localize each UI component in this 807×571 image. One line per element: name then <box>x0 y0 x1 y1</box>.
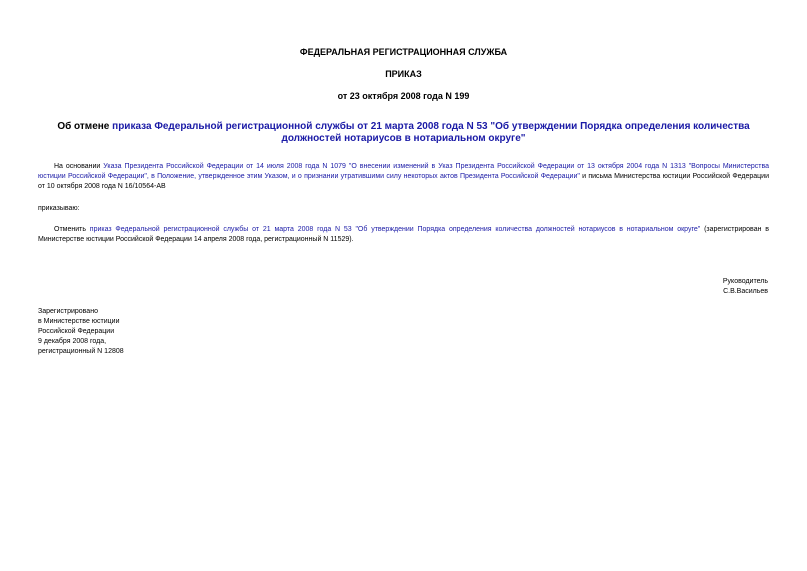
title-prefix: Об отмене <box>57 121 113 132</box>
title-link[interactable]: приказа Федеральной регистрационной службы от 21 марта 2008 года N 53 "Об утверждении Порядка определения количества должностей нотариусов в нотариальном округе" <box>112 121 750 144</box>
action-text-1: Отменить <box>54 226 90 233</box>
signature-position: Руководитель <box>722 278 768 285</box>
basis-text-1: На основании <box>54 163 104 170</box>
basis-text-2: и письма Министерства юстиции Российской Федерации от 10 октября 2008 года N 16/10564-АВ <box>38 173 770 190</box>
signature-name: С.В.Васильев <box>723 288 768 295</box>
registration-line: 9 декабря 2008 года, <box>38 338 107 345</box>
registration-line: Зарегистрировано <box>38 308 98 315</box>
order-word: приказываю: <box>38 205 80 212</box>
date-number-heading: от 23 октября 2008 года N 199 <box>337 91 470 101</box>
registration-block <box>38 307 124 357</box>
signature-block <box>723 277 768 297</box>
action-text-2: (зарегистрирован в Министерстве юстиции Российской Федерации 14 апреля 2008 года, регистрационный N 11529). <box>38 226 769 243</box>
registration-line: в Министерстве юстиции <box>38 318 120 325</box>
agency-heading: ФЕДЕРАЛЬНАЯ РЕГИСТРАЦИОННАЯ СЛУЖБА <box>299 47 508 57</box>
basis-decree-link[interactable]: Указа Президента Российской Федерации от 14 июля 2008 года N 1079 "О внесении изменений в Указ Президента Российской Федерации от 13 октября 2004 года N 1313 "Вопросы Министерства юстиции Российской Федерации", в Положение, утвержденное этим Указом, и о признании утратившими силу некоторых актов Президента Российской Федерации" <box>38 163 769 180</box>
doc-type-heading: ПРИКАЗ <box>385 69 422 79</box>
action-paragraph <box>38 225 769 245</box>
registration-line: Российской Федерации <box>38 328 115 335</box>
registration-line: регистрационный N 12808 <box>38 348 124 355</box>
action-order-link[interactable]: приказ Федеральной регистрационной службы от 21 марта 2008 года N 53 "Об утверждении Порядка определения количества должностей нотариусов в нотариальном округе" <box>89 226 701 233</box>
basis-paragraph <box>38 162 769 192</box>
document-title <box>38 121 769 145</box>
